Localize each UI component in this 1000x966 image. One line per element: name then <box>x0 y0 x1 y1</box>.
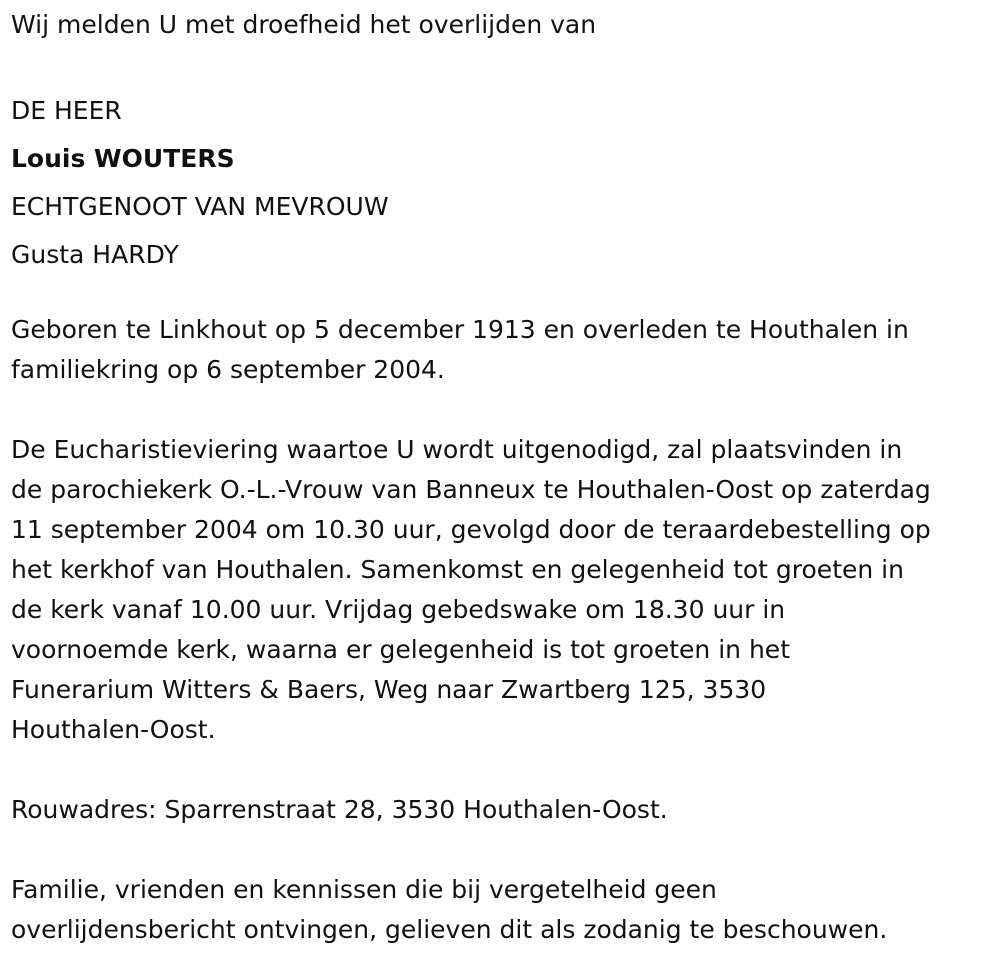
paragraph-line: de kerk vanaf 10.00 uur. Vrijdag gebedswake om 18.30 uur in <box>11 595 786 624</box>
paragraph-line: Geboren te Linkhout op 5 december 1913 en overleden te Houthalen in <box>11 315 909 344</box>
paragraph-line: de parochiekerk O.-L.-Vrouw van Banneux te Houthalen-Oost op zaterdag <box>11 475 931 504</box>
paragraph-line: familiekring op 6 september 2004. <box>11 355 445 384</box>
deceased-title: DE HEER <box>11 96 122 125</box>
intro-text <box>11 9 596 41</box>
deceased-name: Louis WOUTERS <box>11 144 235 173</box>
paragraph-line: 11 september 2004 om 10.30 uur, gevolgd door de teraardebestelling op <box>11 515 931 544</box>
deceased-block <box>11 87 389 279</box>
intro-line: Wij melden U met droefheid het overlijden van <box>11 10 597 39</box>
spouse-name: Gusta HARDY <box>11 240 179 269</box>
mourning-address-paragraph <box>11 790 668 830</box>
deceased-relation: ECHTGENOOT VAN MEVROUW <box>11 192 389 221</box>
paragraph-line: Houthalen-Oost. <box>11 715 216 744</box>
closing-paragraph <box>11 870 887 950</box>
paragraph-line: voornoemde kerk, waarna er gelegenheid is tot groeten in het <box>11 635 790 664</box>
ceremony-paragraph <box>11 430 931 750</box>
paragraph-line: Familie, vrienden en kennissen die bij vergetelheid geen <box>11 875 717 904</box>
paragraph-line: De Eucharistieviering waartoe U wordt uitgenodigd, zal plaatsvinden in <box>11 435 903 464</box>
paragraph-line: Funerarium Witters & Baers, Weg naar Zwartberg 125, 3530 <box>11 675 767 704</box>
mourning-address: Rouwadres: Sparrenstraat 28, 3530 Houthalen-Oost. <box>11 795 668 824</box>
paragraph-line: het kerkhof van Houthalen. Samenkomst en gelegenheid tot groeten in <box>11 555 904 584</box>
paragraph-line: overlijdensbericht ontvingen, gelieven dit als zodanig te beschouwen. <box>11 915 888 944</box>
birth-death-paragraph <box>11 310 909 390</box>
